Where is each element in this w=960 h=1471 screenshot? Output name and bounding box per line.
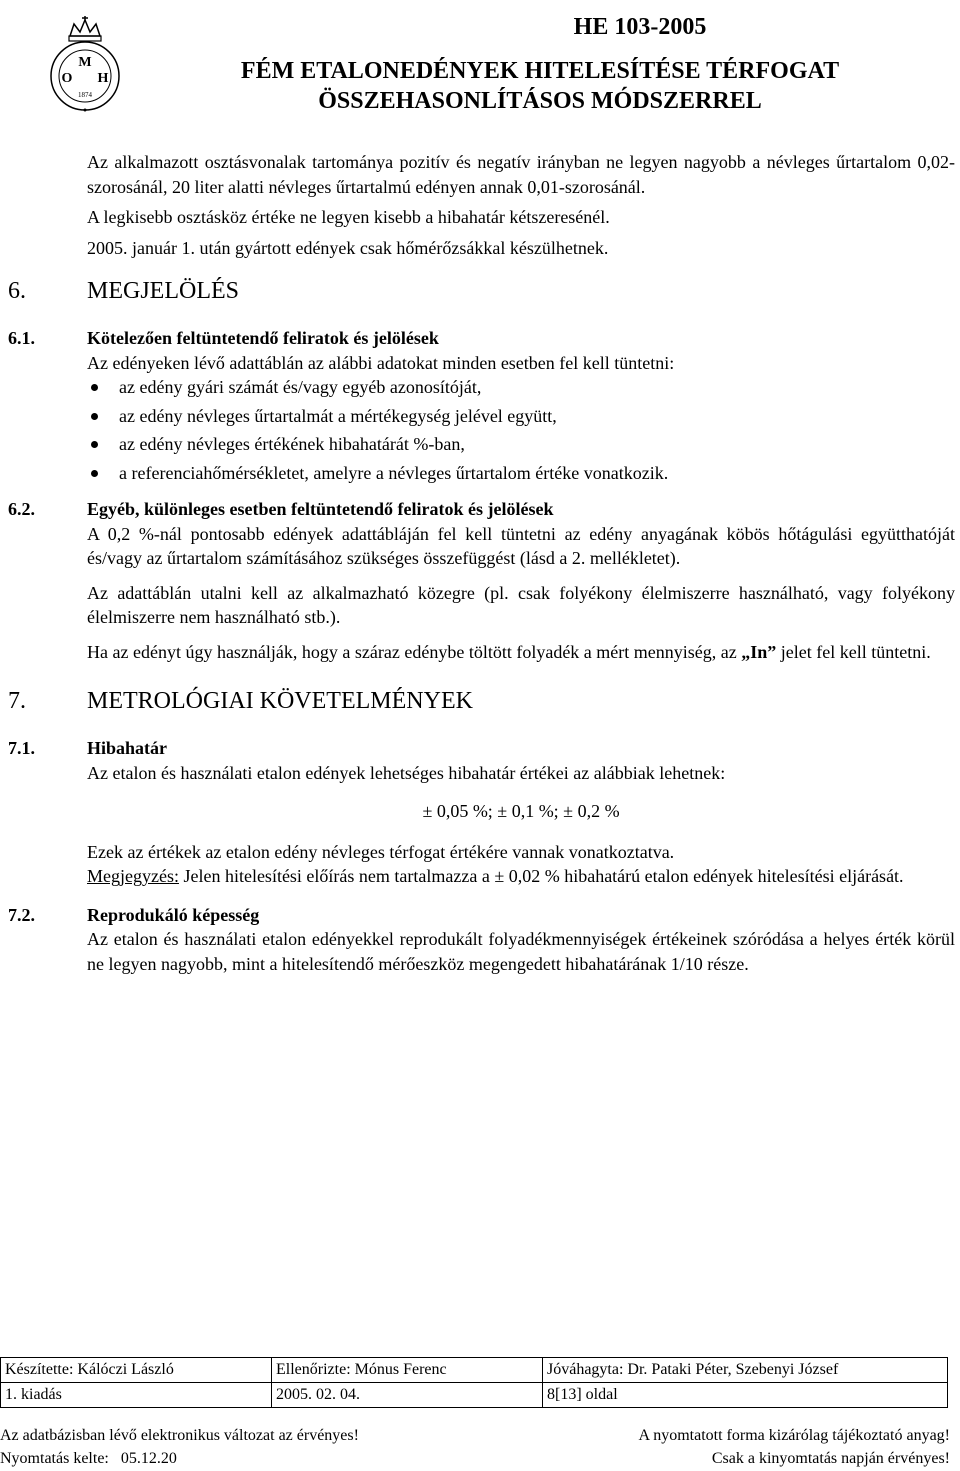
section-7-heading — [8, 686, 955, 716]
table-cell: 1. kiadás — [1, 1383, 272, 1408]
paragraph-6-2-expansion: A 0,2 %-nál pontosabb edények adattábláján fel kell tüntetni az edény anyagának köbös hőtágulási együtthatóját és/vagy az űrtartalom számításához szükséges összefüggést (lásd a 2. mellékletet). — [87, 523, 955, 568]
table-cell: Készítette: Kálóczi László — [1, 1358, 272, 1383]
logo-letter-m: M — [78, 55, 92, 70]
approval-table — [0, 1357, 948, 1408]
paragraph-7-1-reference: Ezek az értékek az etalon edény névleges térfogat értékére vannak vonatkoztatva. — [87, 841, 675, 862]
paragraph-min-division: A legkisebb osztásköz értéke ne legyen kisebb a hibahatár kétszeresénél. — [87, 207, 610, 227]
section-7-2-heading — [8, 903, 955, 928]
document-title-line2: ÖSSZEHASONLÍTÁSOS MÓDSZERREL — [318, 88, 762, 114]
document-body — [8, 150, 955, 976]
note-label: Megjegyzés: — [87, 866, 179, 886]
section-number: 7. — [8, 688, 26, 714]
section-title: METROLÓGIAI KÖVETELMÉNYEK — [87, 688, 473, 714]
document-code: HE 103-2005 — [573, 14, 707, 40]
logo-year: 1874 — [78, 91, 92, 99]
error-limit-values: ± 0,05 %; ± 0,1 %; ± 0,2 % — [422, 801, 620, 821]
list-item: az edény névleges űrtartalmát a mértékegység jelével együtt, — [87, 404, 955, 429]
table-row — [1, 1358, 948, 1383]
list-item: a referenciahőmérsékletet, amelyre a névleges űrtartalom értéke vonatkozik. — [87, 461, 955, 486]
section-number: 6. — [8, 278, 26, 304]
section-6-1-heading — [8, 326, 955, 351]
table-cell: Ellenőrizte: Mónus Ferenc — [272, 1358, 543, 1383]
logo-letter-o: O — [61, 71, 73, 86]
paragraph-7-1-intro: Az etalon és használati etalon edények lehetséges hibahatár értékei az alábbiak lehetnek: — [87, 762, 726, 783]
footer-print-validity: Csak a kinyomtatás napján érvényes! — [711, 1450, 950, 1467]
paragraph-7-1-note: Megjegyzés: Jelen hitelesítési előírás nem tartalmazza a ± 0,02 % hibahatárú etalon edények hitelesítési eljárását. — [87, 866, 904, 886]
page-header — [0, 0, 960, 130]
bullet-icon — [91, 441, 98, 448]
section-title: Kötelezően feltüntetendő feliratok és jelölések — [87, 328, 439, 348]
section-7-1-heading — [8, 736, 955, 761]
bullet-icon — [91, 413, 98, 420]
paragraph-6-2-in-mark: Ha az edényt úgy használják, hogy a száraz edénybe töltött folyadék a mért mennyiség, az „In” jelet fel kell tüntetni. — [87, 641, 931, 662]
paragraph-6-1-intro: Az edényeken lévő adattáblán az alábbi adatokat minden esetben fel kell tüntetni: — [87, 352, 675, 373]
required-markings-list — [87, 375, 955, 485]
footer-validity-note: Az adatbázisban lévő elektronikus változat az érvényes! — [0, 1427, 359, 1444]
table-cell: 2005. 02. 04. — [272, 1383, 543, 1408]
list-item: az edény gyári számát és/vagy egyéb azonosítóját, — [87, 375, 955, 400]
footer-print-date: Nyomtatás kelte: 05.12.20 — [0, 1450, 177, 1467]
list-item: az edény névleges értékének hibahatárát %-ban, — [87, 432, 955, 457]
section-number: 6.1. — [8, 328, 35, 348]
bullet-icon — [91, 470, 98, 477]
paragraph-thermometer: 2005. január 1. után gyártott edények csak hőmérőzsákkal készülhetnek. — [87, 237, 609, 258]
in-mark-label: „In” — [741, 641, 777, 662]
table-row — [1, 1383, 948, 1408]
section-title: Hibahatár — [87, 738, 168, 758]
section-6-heading — [8, 276, 955, 306]
footer-print-note: A nyomtatott forma kizárólag tájékoztató anyag! — [638, 1427, 950, 1444]
document-title-line1: FÉM ETALONEDÉNYEK HITELESÍTÉSE TÉRFOGAT — [240, 58, 840, 84]
paragraph-6-2-medium: Az adattáblán utalni kell az alkalmazható közegre (pl. csak folyékony élelmiszerre használható, vagy folyékony élelmiszerre nem használható stb.). — [87, 582, 955, 627]
paragraph-7-2-reproducibility: Az etalon és használati etalon edényekkel reprodukált folyadékmennyiségek értékeinek szóródása a helyes érték körül ne legyen nagyobb, mint a hitelesítendő mérőeszköz megengedett hibahatárának 1/10 része. — [87, 929, 955, 974]
section-title: Reprodukáló képesség — [87, 904, 260, 925]
section-number: 6.2. — [8, 499, 35, 519]
bullet-icon — [91, 384, 98, 391]
table-cell: 8[13] oldal — [543, 1383, 948, 1408]
table-cell: Jóváhagyta: Dr. Pataki Péter, Szebenyi József — [543, 1358, 948, 1383]
section-6-2-heading — [8, 497, 955, 522]
section-title: Egyéb, különleges esetben feltüntetendő feliratok és jelölések — [87, 499, 554, 519]
paragraph-scale-range: Az alkalmazott osztásvonalak tartománya pozitív és negatív irányban ne legyen nagyobb a névleges űrtartalom 0,02-szorosánál, 20 liter alatti névleges űrtartalmú edényen annak 0,01-szorosánál. — [87, 152, 955, 197]
section-title: MEGJELÖLÉS — [87, 278, 239, 304]
section-number: 7.1. — [8, 738, 35, 758]
logo-letter-h: H — [97, 71, 109, 86]
section-number: 7.2. — [8, 904, 35, 925]
